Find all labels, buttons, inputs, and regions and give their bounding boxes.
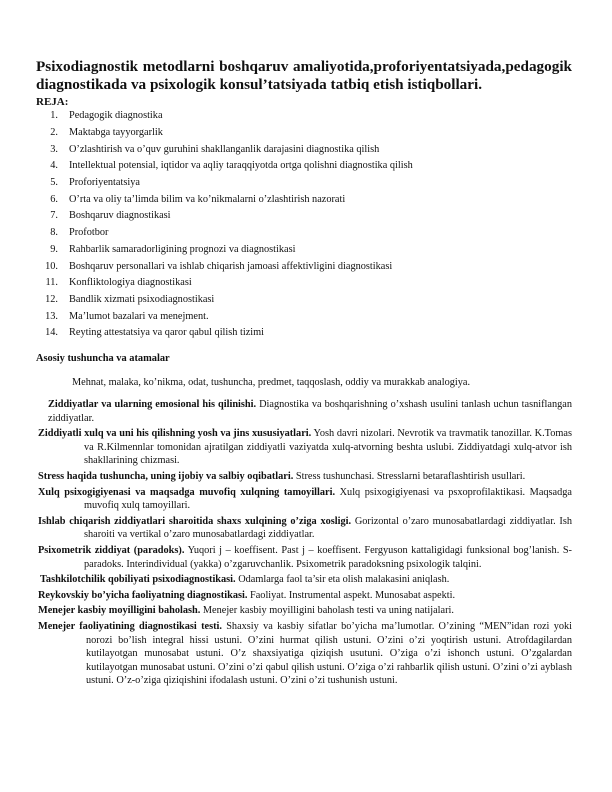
definition-term: Psixometrik ziddiyat (paradoks). <box>38 544 185 556</box>
plan-heading: REJA: <box>36 96 69 109</box>
plan-item-number: 7. <box>50 210 58 222</box>
title-text: Psixodiagnostik metodlarni boshqaruv amaliyotida,proforiyentatsiyada,pedagogik diagnostikada va psixologik konsul’tatsiyada tatbiq etish istiqbollari <box>36 58 572 93</box>
plan-item-number: 3. <box>50 143 58 155</box>
definition-term: Ishlab chiqarish ziddiyatlari sharoitida shaxs xulqining o’ziga xosligi. <box>38 515 352 527</box>
plan-item-number: 4. <box>50 160 58 172</box>
definition-text: Yosh davri nizolari. Nevrotik va travmatik tanozillar. K.Tomas va R.Kilmennlar tomonidan ajratilgan ziddiyatli vaziyatda xulq-atvorning beshta uslubi. Ziddiyatdagi xulq-atvor ish shakllarining chizmasi. <box>84 428 572 467</box>
concepts-words: Mehnat, malaka, ko’nikma, odat, tushuncha, predmet, taqqoslash, oddiy va murakkab analogiya. <box>72 377 471 389</box>
plan-item <box>36 309 572 326</box>
definition-text: Gorizontal o’zaro munosabatlardagi ziddiyatlar. Ish sharoiti va vertikal o’zaro munosabatlardagi ziddiyatlar. <box>84 515 572 541</box>
plan-item <box>36 259 572 276</box>
definition-item <box>36 589 572 603</box>
definition-text: Shaxsiy va kasbiy sifatlar bo’yicha ma’lumotlar. O’zining “MEN”idan rozi yoki norozi bo’lish integral hissi ustuni. O’zini hurmat qilish ustuni. O’zini o’zi yoqtirish ustuni. Atrofdagilardan kutilayotgan munosabat ustuni. O’z shaxsiyatiga qiziqish usutuni. O’ziga o’zi ishonch ustuni. O’zgalardan kutilayotgan munosabat ustuni. O’zini o’zi qabul qilish ustuni. O’ziga o’zi rahbarlik qilish ustuni. O’zini o’zi ayblash ustuni. O’z-o’ziga qiziqishini ifodalash ustuni. O’zini o’zi tushunish ustuni. <box>86 620 572 687</box>
plan-item-number: 1. <box>50 110 58 122</box>
plan-list <box>36 108 572 342</box>
plan-item-number: 6. <box>50 193 58 205</box>
definition-term: Tashkilotchilik qobiliyati psixodiagnostikasi. <box>40 574 236 586</box>
plan-item-text: Konfliktologiya diagnostikasi <box>69 277 192 289</box>
definition-term: Stress haqida tushuncha, uning ijobiy va salbiy oqibatlari. <box>38 471 294 482</box>
plan-item <box>36 292 572 309</box>
definition-term: Menejer kasbiy moyilligini baholash. <box>38 605 201 617</box>
plan-item-number: 5. <box>50 177 58 188</box>
definition-term: Menejer faoliyatining diagnostikasi testi. <box>38 620 222 632</box>
plan-item <box>36 325 572 342</box>
plan-item <box>36 225 572 242</box>
definition-item <box>36 544 572 571</box>
definition-item <box>36 573 572 587</box>
plan-item-text: O’rta va oliy ta’limda bilim va ko’nikmalarni o’zlashtirish nazorati <box>69 193 346 205</box>
plan-item <box>36 192 572 209</box>
plan-item-text: Ma’lumot bazalari va menejment. <box>69 310 209 322</box>
plan-item-number: 11. <box>45 277 58 289</box>
definitions-list <box>36 398 572 688</box>
definition-term: Ziddiyatli xulq va uni his qilishning yosh va jins xususiyatlari. <box>38 428 312 440</box>
definition-text: Menejer kasbiy moyilligini baholash testi va uning natijalari. <box>200 605 454 617</box>
definition-item <box>36 515 572 542</box>
plan-item-text: Pedagogik diagnostika <box>69 110 163 122</box>
plan-item <box>36 175 572 192</box>
document-title <box>36 58 572 93</box>
plan-item-text: O’zlashtirish va o’quv guruhini shakllanganlik darajasini diagnostika qilish <box>69 143 380 155</box>
plan-item-number: 9. <box>50 243 58 255</box>
definition-text: Odamlarga faol ta’sir eta olish malakasini aniqlash. <box>235 574 450 586</box>
plan-item <box>36 158 572 175</box>
plan-item-text: Boshqaruv diagnostikasi <box>69 210 171 222</box>
plan-item-text: Reyting attestatsiya va qaror qabul qilish tizimi <box>69 327 265 339</box>
plan-item <box>36 125 572 142</box>
definition-term: Reykovskiy bo’yicha faoliyatning diagnostikasi. <box>38 589 248 601</box>
plan-item-number: 8. <box>50 227 58 239</box>
definition-item <box>36 398 572 425</box>
concepts-heading: Asosiy tushuncha va atamalar <box>36 353 170 365</box>
plan-item <box>36 208 572 225</box>
definition-item <box>36 620 572 688</box>
title-period: . <box>478 75 483 93</box>
definition-item <box>36 486 572 513</box>
plan-item-number: 12. <box>45 293 58 305</box>
plan-item <box>36 108 572 125</box>
definition-text: Stress tushunchasi. Stresslarni betaraflashtirish usullari. <box>293 471 526 482</box>
plan-item-number: 2. <box>50 126 58 138</box>
plan-item-number: 14. <box>45 327 58 339</box>
definition-term: Xulq psixogigiyenasi va maqsadga muvofiq xulqning tamoyillari. <box>38 486 336 498</box>
plan-item-text: Proforiyentatsiya <box>69 177 140 188</box>
definition-text: Diagnostika va boshqarishning o’xshash usulini tanlash uchun tasniflangan ziddiyatlar. <box>48 399 572 424</box>
definition-text: Yuqori j – koeffisent. Past j – koeffisent. Fergyuson kattaligidagi funksional bog’lanish. S-paradoks. Interindividual (yakka) o’zgaruvchanlik. Psixometrik paradoksning psixologik talqini. <box>84 544 572 570</box>
plan-item-text: Intellektual potensial, iqtidor va aqliy taraqqiyotda ortga qolishni diagnostika qilish <box>69 160 413 172</box>
plan-item-number: 10. <box>45 260 58 272</box>
plan-item-text: Boshqaruv personallari va ishlab chiqarish jamoasi affektivligini diagnostikasi <box>69 260 393 272</box>
document-page <box>36 58 572 690</box>
definition-item <box>36 604 572 618</box>
definition-text: Xulq psixogigiyenasi va psxoprofilaktikasi. Maqsadga muvofiq xulq tamoyillari. <box>84 486 572 512</box>
definition-item <box>36 427 572 468</box>
plan-item-text: Profotbor <box>69 227 109 239</box>
plan-item-text: Rahbarlik samaradorligining prognozi va diagnostikasi <box>69 243 296 255</box>
plan-item-text: Bandlik xizmati psixodiagnostikasi <box>69 293 215 305</box>
definition-term: Ziddiyatlar va ularning emosional his qilinishi. <box>48 399 257 411</box>
plan-item <box>36 275 572 292</box>
definition-text: Faoliyat. Instrumental aspekt. Munosabat aspekti. <box>247 589 456 601</box>
plan-item <box>36 242 572 259</box>
plan-item-number: 13. <box>45 310 58 322</box>
definition-item <box>36 470 572 484</box>
plan-item <box>36 142 572 159</box>
plan-item-text: Maktabga tayyorgarlik <box>69 126 163 138</box>
